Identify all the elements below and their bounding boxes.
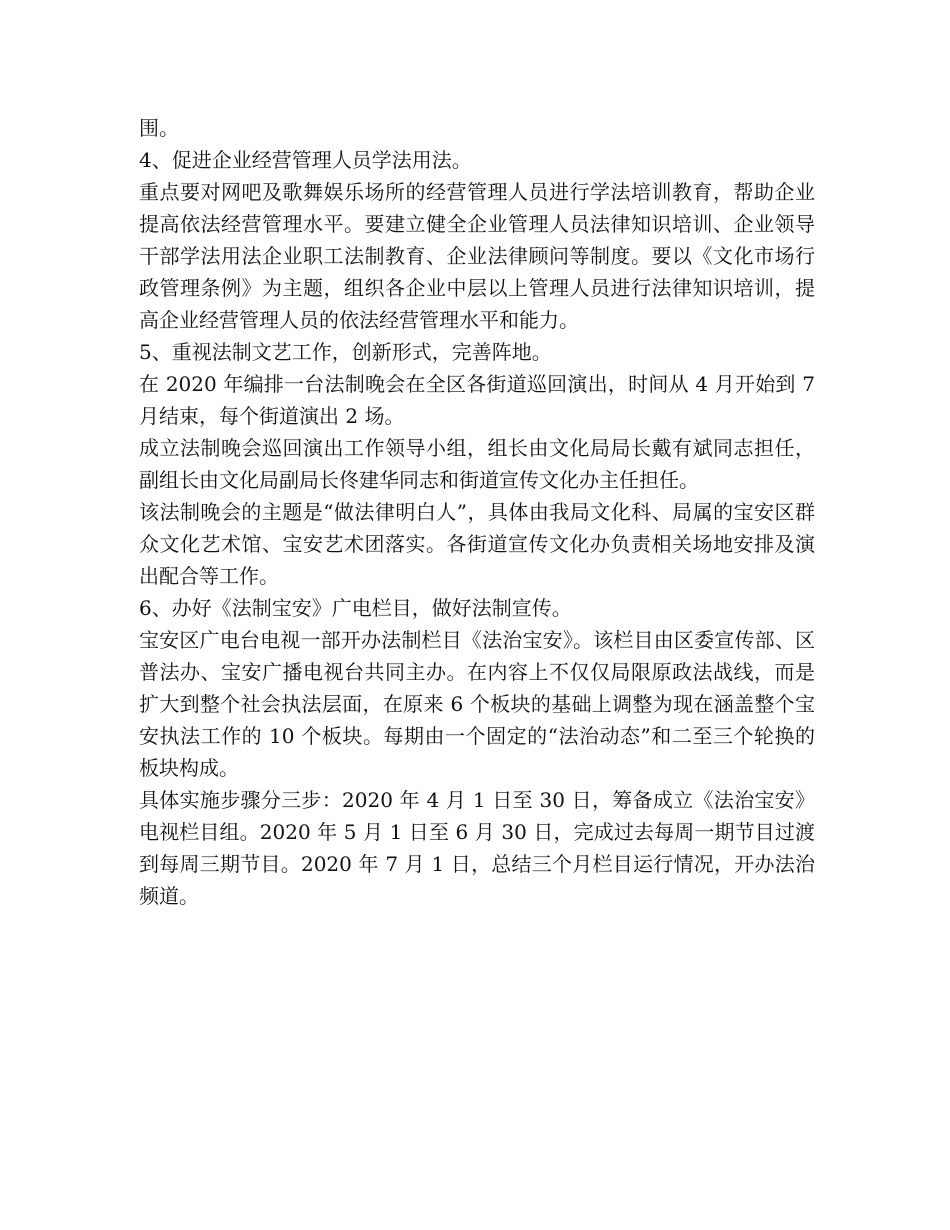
paragraph-continuation: 围。 (139, 116, 179, 140)
paragraph-implementation-steps: 具体实施步骤分三步：2020 年 4 月 1 日至 30 日，筹备成立《法治宝安》电视栏目组。2020 年 5 月 1 日至 6 月 30 日，完成过去每周一期节目过渡到每周三期节目。2020 年 7 月 1 日，总结三个月栏目运行情况，开办法治频道。 (139, 788, 815, 908)
paragraph-gala-schedule: 在 2020 年编排一台法制晚会在全区各街道巡回演出，时间从 4 月开始到 7 月结束，每个街道演出 2 场。 (139, 372, 815, 428)
paragraph-training: 重点要对网吧及歌舞娱乐场所的经营管理人员进行学法培训教育，帮助企业提高依法经营管理水平。要建立健全企业管理人员法律知识培训、企业领导干部学法用法企业职工法制教育、企业法律顾问等制度。要以《文化市场行政管理条例》为主题，组织各企业中层以上管理人员进行法律知识培训，提高企业经营管理人员的依法经营管理水平和能力。 (139, 180, 815, 332)
document-body (139, 112, 815, 912)
paragraph-gala-theme: 该法制晚会的主题是“做法律明白人”，具体由我局文化科、局属的宝安区群众文化艺术馆、宝安艺术团落实。各街道宣传文化办负责相关场地安排及演出配合等工作。 (139, 500, 815, 588)
section-heading-4: 4、促进企业经营管理人员学法用法。 (139, 148, 472, 172)
paragraph-tv-column: 宝安区广电台电视一部开办法制栏目《法治宝安》。该栏目由区委宣传部、区普法办、宝安广播电视台共同主办。在内容上不仅仅局限原政法战线，而是扩大到整个社会执法层面，在原来 6 个板块的基础上调整为现在涵盖整个宝安执法工作的 10 个板块。每期由一个固定的“法治动态”和二至三个轮换的板块构成。 (139, 628, 815, 780)
paragraph-leading-group: 成立法制晚会巡回演出工作领导小组，组长由文化局局长戴有斌同志担任，副组长由文化局副局长佟建华同志和街道宣传文化办主任担任。 (139, 436, 815, 492)
section-heading-6: 6、办好《法制宝安》广电栏目，做好法制宣传。 (139, 596, 572, 620)
section-heading-5: 5、重视法制文艺工作，创新形式，完善阵地。 (139, 340, 552, 364)
